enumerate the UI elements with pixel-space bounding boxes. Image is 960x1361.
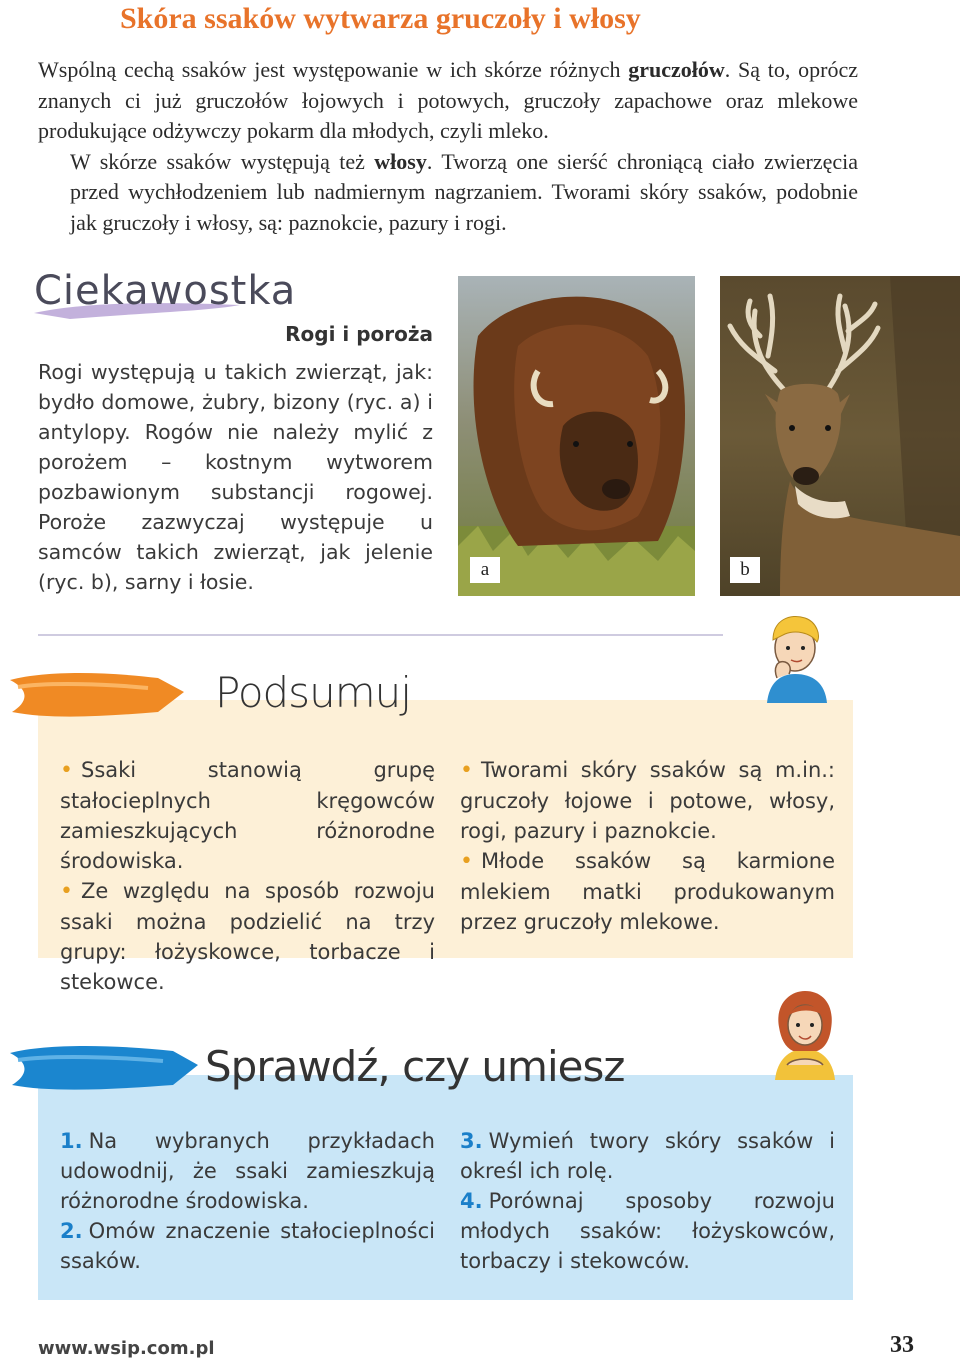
summary-item: [460, 755, 835, 846]
question-item: [460, 1126, 835, 1186]
bullet-dot-icon: •: [60, 758, 73, 783]
question-item: [60, 1126, 435, 1216]
intro-p2-text: W skórze ssaków występują też: [70, 148, 375, 174]
intro-p1-text: Wspólną cechą ssaków jest występowanie w ich skórze różnych: [38, 57, 629, 82]
intro-p2-bold: włosy: [374, 148, 427, 174]
intro-p1-text-2: . Są to, oprócz znanych ci już gruczołów łojowych i potowych, gruczoły zapachowe oraz mlekowe produkujące odżywczy pokarm dla młodych, czyli mleko.: [38, 57, 859, 143]
blue-arrow-icon: [8, 1035, 200, 1101]
summary-item-text: Młode ssaków są karmione mlekiem matki produkowanym przez gruczoły mlekowe.: [460, 849, 835, 934]
question-number: 1.: [60, 1129, 83, 1153]
ciekawostka-label: Ciekawostka: [34, 268, 297, 314]
intro-paragraph-1: [38, 55, 858, 147]
summary-item-text: Ze względu na sposób rozwoju ssaki można podzielić na trzy grupy: łożyskowce, torbacze i stekowce.: [60, 879, 435, 994]
question-text: Wymień twory skóry ssaków i określ ich rolę.: [460, 1129, 835, 1183]
bullet-dot-icon: •: [60, 879, 73, 904]
summary-right-column: [460, 755, 835, 937]
horns-body: Rogi występują u takich zwierząt, jak: bydło domowe, żubry, bizony (ryc. a) i antylopy. Rogów nie należy mylić z porożem – kostnym wytworem pozbawionym substancji rogowej. Poroże zazwyczaj występuje u samców takich zwierząt, jak jelenie (ryc. b), sarny i łosie.: [38, 360, 433, 594]
question-item: [460, 1186, 835, 1276]
check-right-column: [460, 1126, 835, 1276]
bullet-dot-icon: •: [460, 758, 473, 783]
summary-left-column: [60, 755, 435, 997]
intro-p1-bold: gruczołów: [628, 57, 725, 82]
intro-paragraph-2: [38, 147, 858, 239]
question-number: 2.: [60, 1219, 83, 1243]
question-text: Omów znaczenie stałocieplności ssaków.: [60, 1219, 435, 1273]
boy-thinking-illustration: [755, 608, 837, 703]
girl-illustration: [765, 985, 843, 1080]
intro-text: [38, 55, 858, 238]
question-text: Porównaj sposoby rozwoju młodych ssaków: łożyskowców, torbaczy i stekowców.: [460, 1189, 835, 1273]
summary-item: [60, 755, 435, 876]
summary-item: [60, 876, 435, 997]
deer-photo: [720, 276, 960, 596]
summary-item-text: Tworami skóry ssaków są m.in.: gruczoły łojowe i potowe, włosy, rogi, pazury i paznokcie.: [460, 758, 835, 843]
section-divider: [38, 634, 723, 636]
section-title: Skóra ssaków wytwarza gruczoły i włosy: [120, 2, 641, 35]
question-item: [60, 1216, 435, 1276]
summary-item: [460, 846, 835, 937]
summary-item-text: Ssaki stanowią grupę stałocieplnych kręgowców zamieszkujących różnorodne środowiska.: [60, 758, 435, 873]
horns-title: Rogi i poroża: [285, 322, 433, 346]
question-number: 4.: [460, 1189, 483, 1213]
page-number: 33: [890, 1332, 914, 1358]
footer-url-link[interactable]: www.wsip.com.pl: [38, 1338, 215, 1359]
question-text: Na wybranych przykładach udowodnij, że ssaki zamieszkują różnorodne środowiska.: [60, 1129, 435, 1213]
check-title: Sprawdź, czy umiesz: [205, 1042, 625, 1091]
photo-label-a: a: [470, 557, 500, 583]
bison-photo: [458, 276, 695, 596]
question-number: 3.: [460, 1129, 483, 1153]
intro-p2-text-2: . Tworzą one sierść chroniącą ciało zwierzęcia przed wychłodzeniem lub nadmiernym nagrzaniem. Tworami skóry ssaków, podobnie jak gruczoły i włosy, są: paznokcie, pazury i rogi.: [70, 148, 858, 235]
photo-label-b: b: [730, 557, 760, 583]
check-left-column: [60, 1126, 435, 1276]
summary-title: Podsumuj: [215, 668, 411, 717]
bullet-dot-icon: •: [460, 849, 473, 874]
orange-arrow-icon: [8, 662, 186, 728]
